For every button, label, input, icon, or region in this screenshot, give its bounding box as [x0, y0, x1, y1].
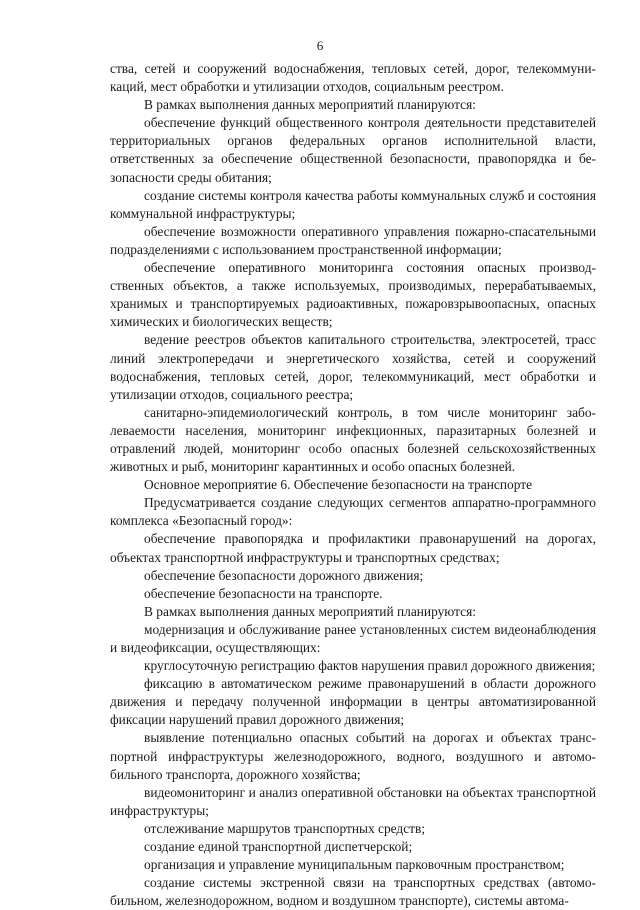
paragraph: создание системы экстренной связи на транспортных средствах (автомобильном, железнодорожном, водном и воздушном транспорте), системы автома-	[110, 875, 596, 909]
paragraph: создание системы контроля качества работы коммунальных служб и состояния коммунальной инфраструктуры;	[110, 187, 596, 221]
section-heading: Основное мероприятие 6. Обеспечение безопасности на транспорте	[144, 477, 533, 493]
paragraph: круглосуточную регистрацию фактов нарушения правил дорожного движения;	[144, 658, 596, 674]
paragraph: ведение реестров объектов капитального строительства, электросетей, трасс линий электропередачи и энергетического хозяйства, сетей и сооружений водоснабжения, тепловых сетей, дорог, телекоммуникаций, мест обработки и утилизации отходов, социального реестра;	[110, 332, 596, 402]
paragraph: обеспечение функций общественного контроля деятельности представителей территориальных органов федеральных органов исполнительной власти, ответственных за обеспечение общественной безопасности, правопорядка и безопасности среды обитания;	[110, 115, 596, 185]
paragraph: организация и управление муниципальным парковочным пространством;	[144, 857, 565, 873]
paragraph: В рамках выполнения данных мероприятий планируются:	[144, 603, 476, 619]
paragraph: Предусматривается создание следующих сегментов аппаратно-программного комплекса «Безопасный город»:	[110, 495, 596, 529]
paragraph: модернизация и обслуживание ранее установленных систем видеонаблюдения и видеофиксации, осуществляющих:	[110, 621, 596, 655]
paragraph: отслеживание маршрутов транспортных средств;	[144, 820, 426, 836]
paragraph: фиксацию в автоматическом режиме правонарушений в области дорожного движения и передачу полученной информации в центры автоматизированной фиксации нарушений правил дорожного движения;	[110, 676, 596, 728]
paragraph: обеспечение возможности оперативного управления пожарно-спасательными подразделениями с использованием пространственной информации;	[110, 223, 596, 257]
paragraph: обеспечение оперативного мониторинга состояния опасных производственных объектов, а также используемых, производимых, перерабатываемых, хранимых и транспортируемых радиоактивных, пожаровзрывоопасных, опасных химических и биологических веществ;	[110, 260, 596, 330]
paragraph: обеспечение безопасности дорожного движения;	[144, 567, 424, 583]
page-number: 6	[316, 38, 324, 53]
paragraph: обеспечение правопорядка и профилактики правонарушений на дорогах, объектах транспортной инфраструктуры и транспортных средствах;	[110, 531, 596, 565]
paragraph: В рамках выполнения данных мероприятий планируются:	[144, 97, 476, 113]
paragraph: санитарно-эпидемиологический контроль, в том числе мониторинг заболеваемости населения, мониторинг инфекционных, паразитарных болезней и отравлений людей, мониторинг особо опасных болезней сельскохозяйственных животных и рыб, мониторинг карантинных и особо опасных болезней.	[110, 404, 596, 475]
paragraph: ства, сетей и сооружений водоснабжения, тепловых сетей, дорог, телекоммуникаций, мест обработки и утилизации отходов, социальным реестром.	[110, 61, 596, 95]
document-body	[110, 60, 596, 910]
paragraph: обеспечение безопасности на транспорте.	[144, 585, 383, 601]
paragraph: создание единой транспортной диспетчерской;	[144, 839, 413, 855]
paragraph: выявление потенциально опасных событий на дорогах и объектах транспортной инфраструктуры железнодорожного, водного, воздушного и автомобильного транспорта, дорожного хозяйства;	[110, 730, 596, 782]
paragraph: видеомониторинг и анализ оперативной обстановки на объектах транспортной инфраструктуры;	[110, 784, 596, 818]
